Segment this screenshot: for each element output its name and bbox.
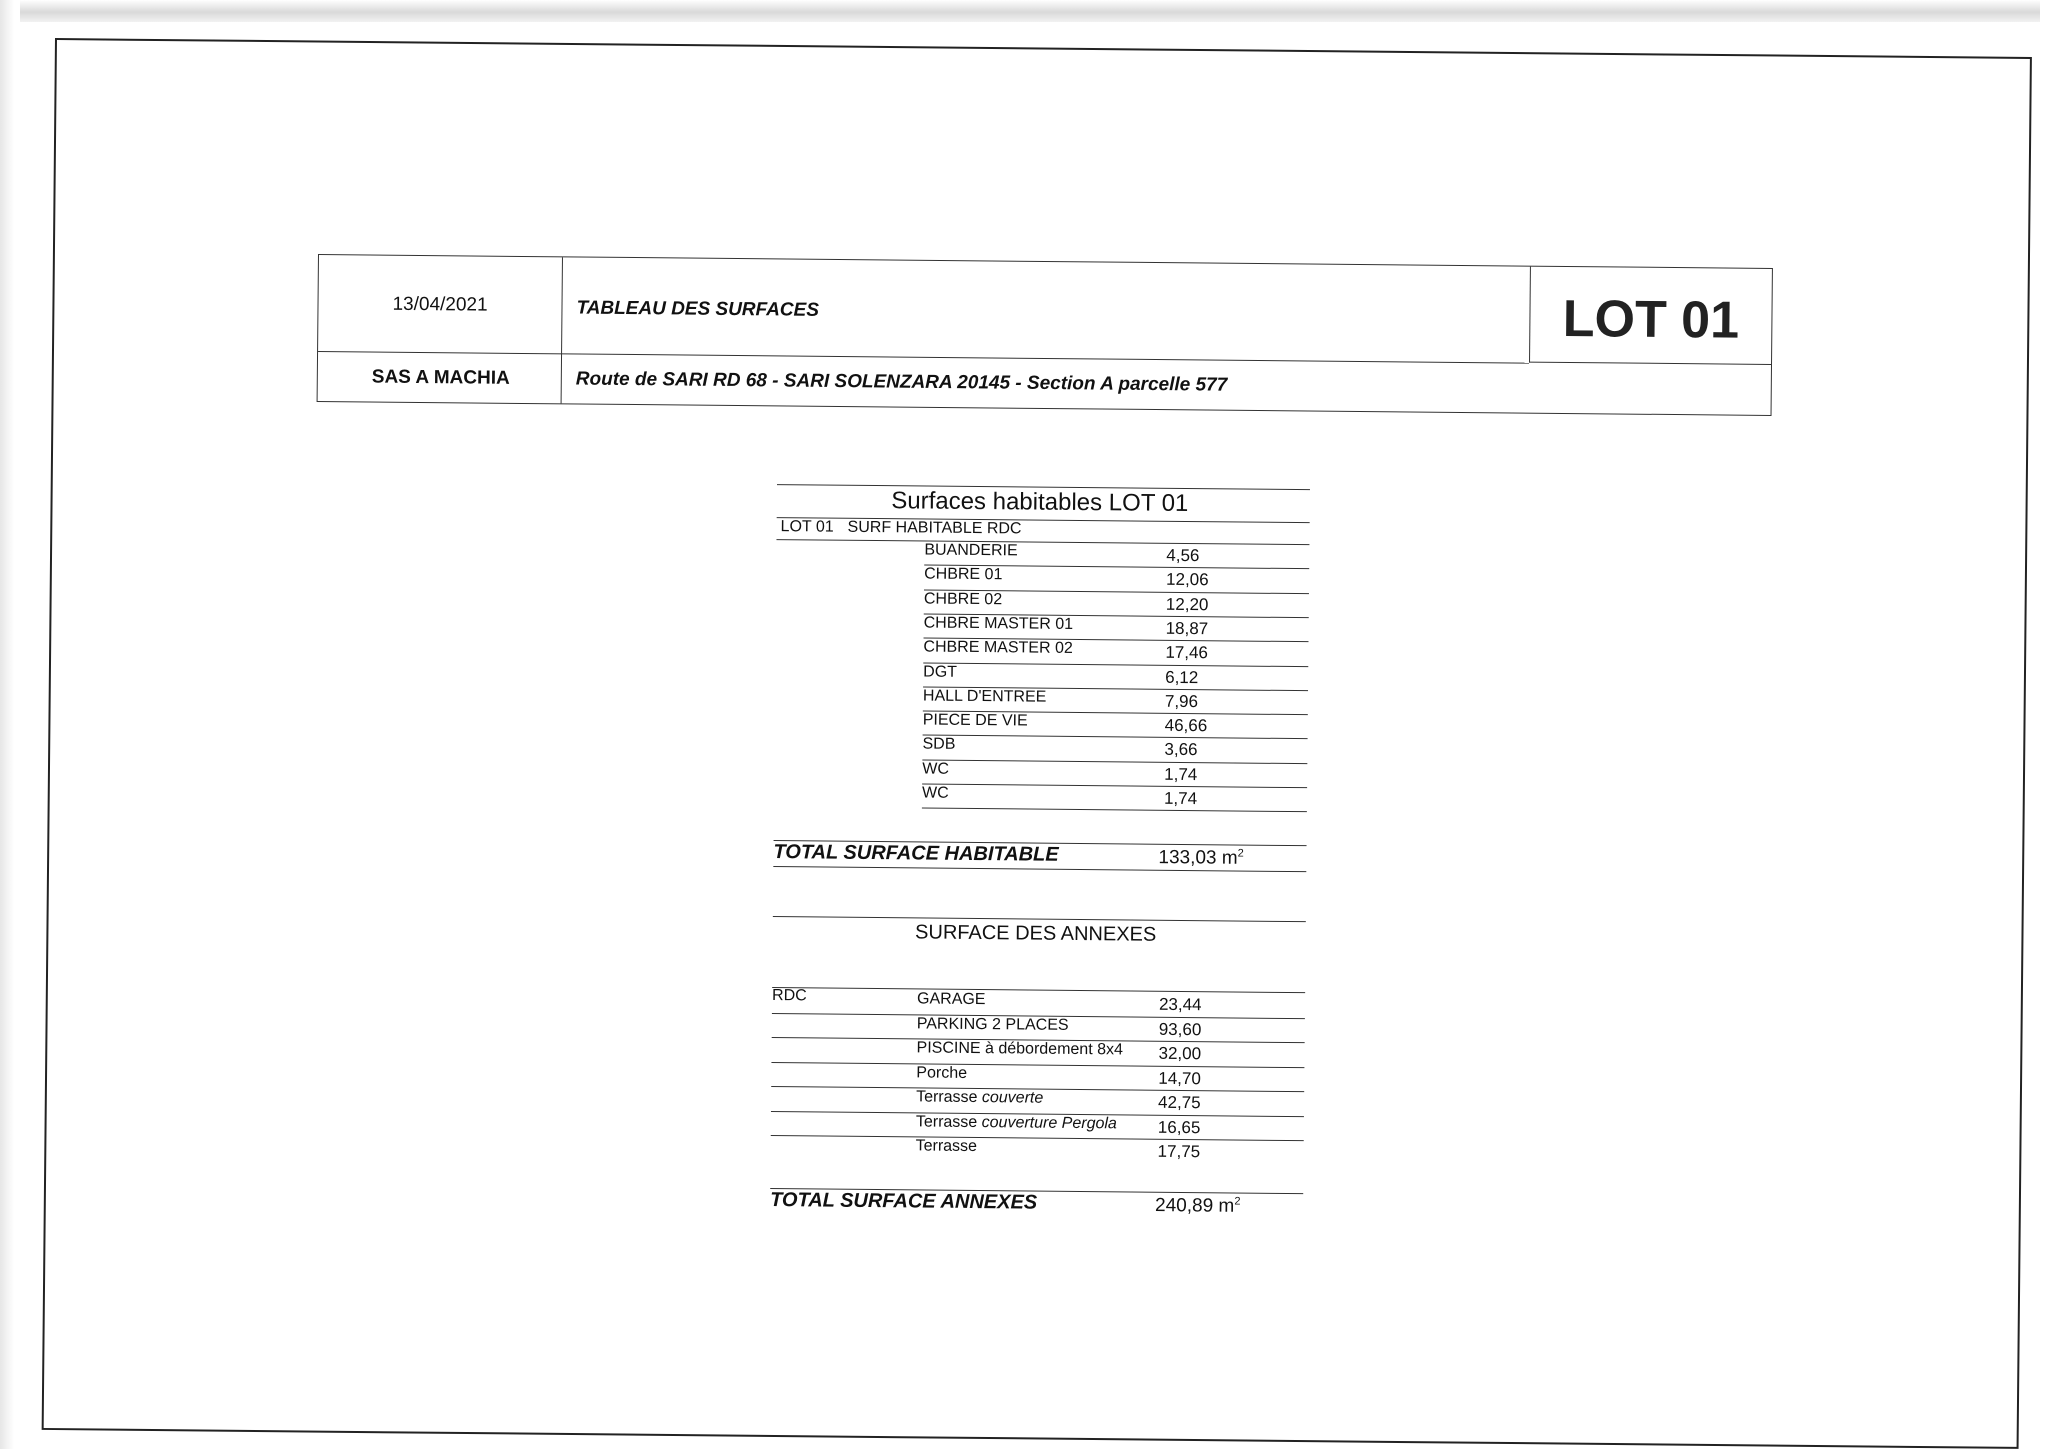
habitable-room-name: WC [921, 784, 949, 802]
habitable-subheader-label: SURF HABITABLE RDC [847, 518, 1022, 538]
annex-value: 93,60 [1158, 1019, 1202, 1039]
habitable-room-value: 3,66 [1164, 740, 1198, 760]
habitable-room-name: HALL D'ENTREE [922, 687, 1047, 706]
doc-title: TABLEAU DES SURFACES [576, 297, 820, 321]
surface-tables [763, 484, 1310, 1239]
annexes-total-value: 240,89 $m^2$ [1154, 1195, 1241, 1217]
annex-name-text: Terrasse [915, 1112, 978, 1131]
table-rule [922, 759, 1307, 764]
scan-shadow-top [20, 0, 2040, 22]
annex-name-text: PARKING 2 PLACES [916, 1014, 1069, 1034]
site-address: Route de SARI RD 68 - SARI SOLENZARA 20145 - Section A parcelle 577 [575, 368, 1228, 396]
annex-name-italic: couverture Pergola [981, 1113, 1117, 1132]
table-rule [776, 539, 1309, 545]
table-rule [923, 662, 1308, 667]
annex-value: 16,65 [1157, 1117, 1201, 1137]
habitable-total-label: TOTAL SURFACE HABITABLE [773, 841, 1059, 866]
annex-name-text: Terrasse [915, 1137, 978, 1156]
table-rule [771, 1062, 1304, 1068]
habitable-room-value: 46,66 [1164, 715, 1208, 736]
habitable-room-value: 12,20 [1165, 594, 1209, 614]
habitable-room-name: PIECE DE VIE [922, 711, 1028, 730]
habitable-room-value: 1,74 [1164, 764, 1198, 784]
table-rule [923, 735, 1308, 740]
habitable-room-name: CHBRE MASTER 01 [923, 614, 1074, 633]
annex-value: 23,44 [1158, 994, 1202, 1015]
table-rule [771, 1135, 1304, 1141]
table-rule [922, 783, 1307, 788]
habitable-room-name: CHBRE 02 [923, 590, 1003, 608]
habitable-room-value: 4,56 [1166, 545, 1200, 566]
habitable-title: Surfaces habitables LOT 01 [891, 487, 1189, 518]
annexes-total-label: TOTAL SURFACE ANNEXES [770, 1189, 1038, 1214]
habitable-room-name: SDB [922, 735, 956, 754]
annex-name [917, 1039, 1124, 1059]
annex-name-text: Porche [916, 1063, 968, 1082]
annex-value: 32,00 [1158, 1043, 1202, 1064]
annex-name-italic: couverte [981, 1089, 1044, 1107]
habitable-room-value: 17,46 [1165, 642, 1209, 663]
habitable-room-value: 6,12 [1165, 667, 1199, 687]
annex-name [916, 1113, 1117, 1133]
habitable-room-value: 7,96 [1164, 691, 1199, 711]
annex-value: 17,75 [1157, 1141, 1201, 1162]
habitable-total-value: 133,03 $m^2$ [1158, 847, 1244, 869]
annexes-title: SURFACE DES ANNEXES [915, 921, 1157, 946]
annex-name [916, 1088, 1043, 1107]
annex-name-text: Terrasse [916, 1088, 978, 1107]
scan-shadow-left [0, 0, 14, 1449]
annex-name [917, 990, 986, 1009]
habitable-room-value: 18,87 [1165, 618, 1209, 639]
annex-value: 42,75 [1157, 1092, 1201, 1113]
lot-label: LOT 01 [1562, 289, 1740, 350]
doc-date: 13/04/2021 [392, 293, 488, 316]
habitable-room-value: 1,74 [1163, 788, 1198, 809]
annexes-level: RDC [772, 987, 807, 1005]
annex-name [917, 1015, 1069, 1034]
habitable-room-name: BUANDERIE [924, 541, 1018, 560]
annex-value: 14,70 [1158, 1068, 1201, 1088]
habitable-room-name: WC [922, 760, 950, 778]
annex-name [916, 1064, 967, 1082]
habitable-room-name: DGT [923, 662, 958, 681]
habitable-room-name: CHBRE 01 [924, 565, 1003, 584]
habitable-subheader-lot: LOT 01 [780, 518, 834, 536]
lot-box [1529, 267, 1772, 365]
annex-name-text: GARAGE [916, 990, 986, 1009]
title-block-divider [561, 257, 563, 403]
habitable-room-name: CHBRE MASTER 02 [923, 638, 1073, 658]
annex-name-text: PISCINE à débordement 8x4 [916, 1039, 1124, 1059]
title-block [317, 254, 1773, 416]
title-block-row-divider [318, 351, 1529, 364]
company-name: SAS A MACHIA [371, 366, 510, 389]
habitable-room-value: 12,06 [1166, 570, 1209, 590]
table-rule [772, 987, 1305, 993]
annex-name [916, 1137, 978, 1156]
table-rule [922, 808, 1307, 813]
